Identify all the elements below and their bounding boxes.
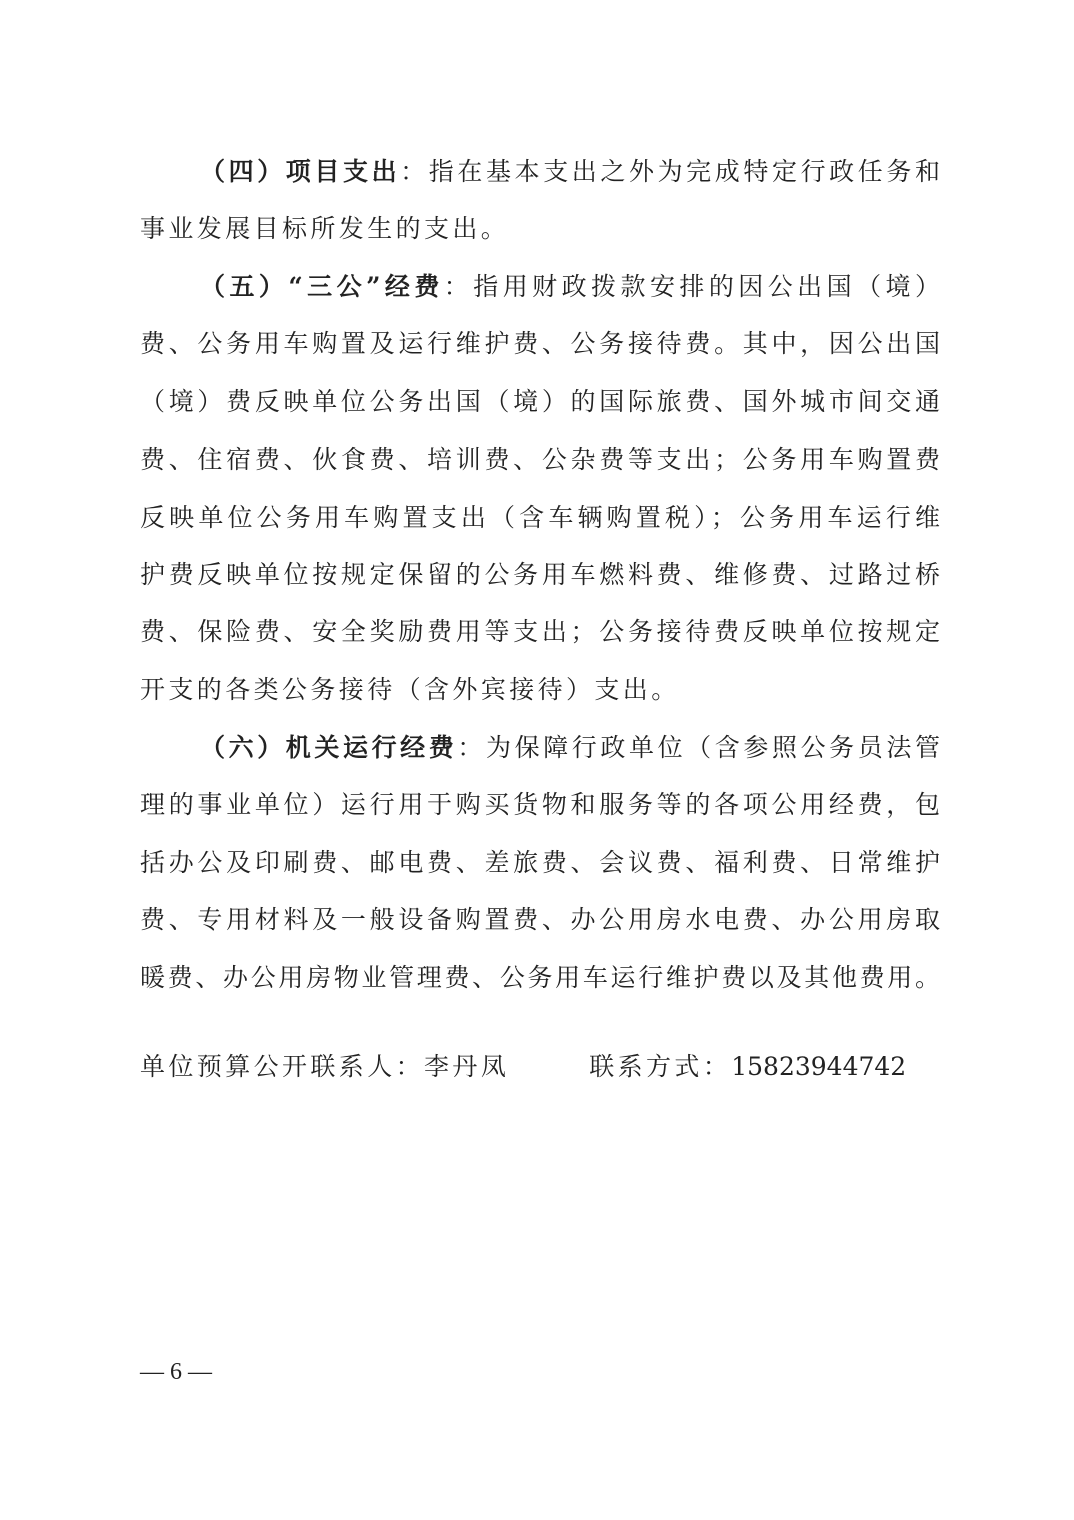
section-six-text-1: 为保障行政单位（含参照公务员法管 [486, 733, 940, 762]
section-six-line-5: 暖费、办公用房物业管理费、公务用车运行维护费以及其他费用。 [140, 963, 940, 992]
section-five-text-1: 指用财政拨款安排的因公出国（境） [473, 272, 940, 301]
section-four-colon: ： [400, 157, 429, 186]
section-five-line-5: 反映单位公务用车购置支出（含车辆购置税）；公务用车运行维 [140, 503, 940, 532]
section-six-line-3: 括办公及印刷费、邮电费、差旅费、会议费、福利费、日常维护 [140, 848, 940, 877]
section-five-line-2: 费、公务用车购置及运行维护费、公务接待费。其中，因公出国 [140, 329, 940, 358]
section-four-text-1: 指在基本支出之外为完成特定行政任务和 [428, 157, 940, 186]
contact-line [140, 1047, 906, 1087]
section-six-heading: （六）机关运行经费 [200, 733, 458, 762]
section-four-heading: （四）项目支出 [200, 157, 401, 186]
section-five-line-1 [140, 267, 940, 307]
section-five-heading: （五）“三公”经费 [200, 272, 444, 301]
page-number: — 6 — [140, 1359, 212, 1385]
contact-phone-label: 联系方式： [589, 1052, 732, 1081]
section-five-line-6: 护费反映单位按规定保留的公务用车燃料费、维修费、过路过桥 [140, 560, 940, 589]
section-six-line-4: 费、专用材料及一般设备购置费、办公用房水电费、办公用房取 [140, 905, 940, 934]
section-five-colon: ： [443, 272, 474, 301]
section-six-colon: ： [457, 733, 486, 762]
contact-person-name: 李丹凤 [424, 1052, 510, 1081]
contact-person-label: 单位预算公开联系人： [140, 1052, 425, 1081]
section-five-line-8: 开支的各类公务接待（含外宾接待）支出。 [140, 675, 680, 704]
section-four-line-1 [140, 152, 940, 192]
section-five-line-7: 费、保险费、安全奖励费用等支出；公务接待费反映单位按规定 [140, 617, 940, 646]
section-six-line-2: 理的事业单位）运行用于购买货物和服务等的各项公用经费，包 [140, 790, 940, 819]
contact-phone: 15823944742 [731, 1052, 907, 1081]
section-five-line-4: 费、住宿费、伙食费、培训费、公杂费等支出；公务用车购置费 [140, 445, 940, 474]
section-four-line-2: 事业发展目标所发生的支出。 [140, 214, 510, 243]
section-six-line-1 [140, 728, 940, 768]
section-five-line-3: （境）费反映单位公务出国（境）的国际旅费、国外城市间交通 [140, 387, 940, 416]
